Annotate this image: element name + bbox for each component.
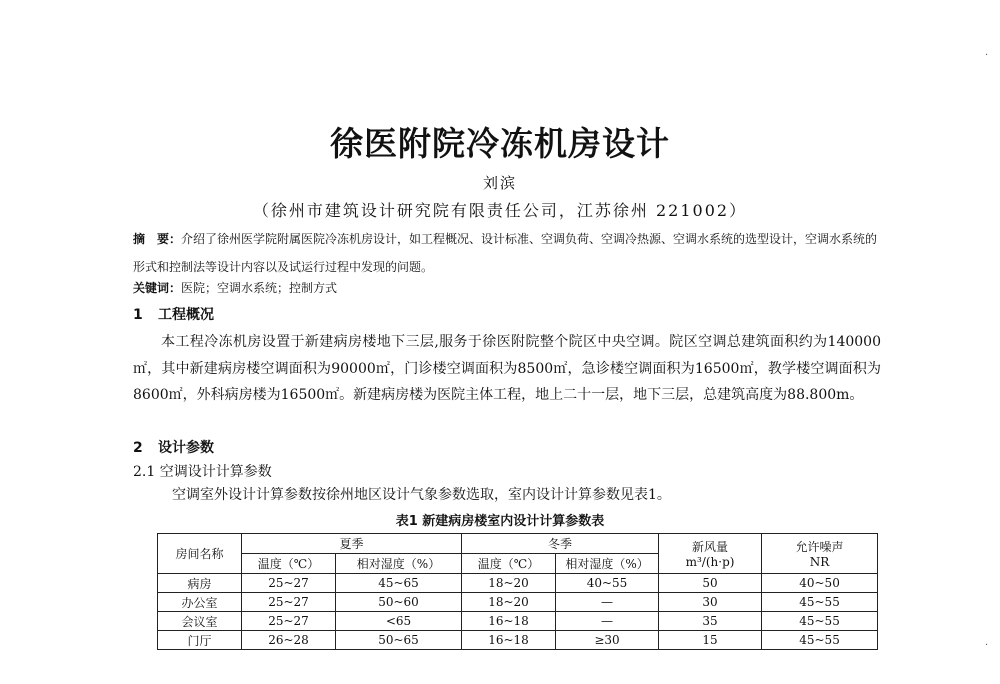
section-1-number: 1 [133, 307, 143, 323]
scan-speck-bottom: · [985, 640, 989, 651]
cell-fresh-air: 30 [659, 593, 762, 612]
cell-room: 办公室 [158, 593, 242, 612]
cell-winter-rh: ≥30 [556, 631, 659, 650]
cell-summer-rh: 45~65 [336, 574, 462, 593]
cell-summer-rh: 50~65 [336, 631, 462, 650]
header-winter-rh: 相对湿度（%） [556, 554, 659, 574]
cell-room: 病房 [158, 574, 242, 593]
cell-noise: 45~55 [762, 612, 878, 631]
cell-noise: 45~55 [762, 593, 878, 612]
cell-summer-rh: <65 [336, 612, 462, 631]
table-row [158, 612, 878, 631]
table-1-caption: 表1 新建病房楼室内设计计算参数表 [395, 514, 605, 529]
cell-summer-temp: 25~27 [242, 593, 336, 612]
cell-summer-temp: 25~27 [242, 612, 336, 631]
header-summer-temp: 温度（℃） [242, 554, 336, 574]
section-1-paragraph: 本工程冷冻机房设置于新建病房楼地下三层,服务于徐医附院整个院区中央空调。院区空调总建筑面积约为140000㎡，其中新建病房楼空调面积为90000㎡，门诊楼空调面积为8500㎡，急诊楼空调面积为16500㎡，教学楼空调面积为8600㎡，外科病房楼为16500㎡。新建病房楼为医院主体工程，地上二十一层，地下三层，总建筑高度为88.800m。 [133, 334, 881, 404]
keywords [133, 278, 878, 298]
cell-summer-temp: 25~27 [242, 574, 336, 593]
cell-fresh-air: 35 [659, 612, 762, 631]
header-noise [762, 534, 878, 574]
table-row [158, 593, 878, 612]
author-name: 刘滨 [482, 174, 517, 192]
subsection-2-1-heading: 2.1 空调设计计算参数 [133, 464, 272, 480]
table-row [158, 574, 878, 593]
header-summer: 夏季 [242, 534, 462, 554]
header-winter-temp: 温度（℃） [462, 554, 556, 574]
abstract [133, 225, 878, 281]
header-winter: 冬季 [462, 534, 659, 554]
section-1-heading [133, 304, 214, 326]
abstract-text: 介绍了徐州医学院附属医院冷冻机房设计，如工程概况、设计标准、空调负荷、空调冷热源、空调水系统的选型设计，空调水系统的形式和控制法等设计内容以及试运行过程中发现的问题。 [133, 232, 878, 274]
cell-room: 门厅 [158, 631, 242, 650]
subsection-2-1-paragraph: 空调室外设计计算参数按徐州地区设计气象参数选取，室内设计计算参数见表1。 [172, 487, 671, 503]
cell-winter-rh: — [556, 593, 659, 612]
cell-noise: 40~50 [762, 574, 878, 593]
cell-noise: 45~55 [762, 631, 878, 650]
table-header-row-1 [158, 534, 878, 554]
section-1-title: 工程概况 [158, 307, 214, 323]
abstract-label: 摘 要： [133, 232, 182, 246]
header-fresh-air-label: 新风量 [692, 540, 729, 554]
table-1 [157, 533, 878, 650]
cell-fresh-air: 50 [659, 574, 762, 593]
cell-winter-temp: 18~20 [462, 593, 556, 612]
section-2-heading [133, 437, 214, 459]
cell-summer-rh: 50~60 [336, 593, 462, 612]
section-2-number: 2 [133, 440, 143, 456]
header-fresh-air-unit: m³/(h·p) [685, 555, 735, 569]
cell-winter-temp: 18~20 [462, 574, 556, 593]
cell-summer-temp: 26~28 [242, 631, 336, 650]
keywords-label: 关键词： [133, 281, 182, 295]
author-affiliation: （徐州市建筑设计研究院有限责任公司，江苏徐州 221002） [252, 201, 748, 220]
cell-winter-rh: — [556, 612, 659, 631]
header-noise-label: 允许噪声 [795, 540, 844, 554]
scan-speck-top: · [985, 50, 989, 61]
keywords-text: 医院；空调水系统；控制方式 [181, 281, 338, 295]
section-2-title: 设计参数 [158, 440, 214, 456]
header-fresh-air [659, 534, 762, 574]
header-room-name: 房间名称 [158, 534, 242, 574]
cell-winter-temp: 16~18 [462, 631, 556, 650]
table-row [158, 631, 878, 650]
article-title: 徐医附院冷冻机房设计 [330, 124, 670, 163]
cell-fresh-air: 15 [659, 631, 762, 650]
cell-room: 会议室 [158, 612, 242, 631]
cell-winter-temp: 16~18 [462, 612, 556, 631]
cell-winter-rh: 40~55 [556, 574, 659, 593]
header-noise-unit: NR [809, 555, 830, 569]
header-summer-rh: 相对湿度（%） [336, 554, 462, 574]
